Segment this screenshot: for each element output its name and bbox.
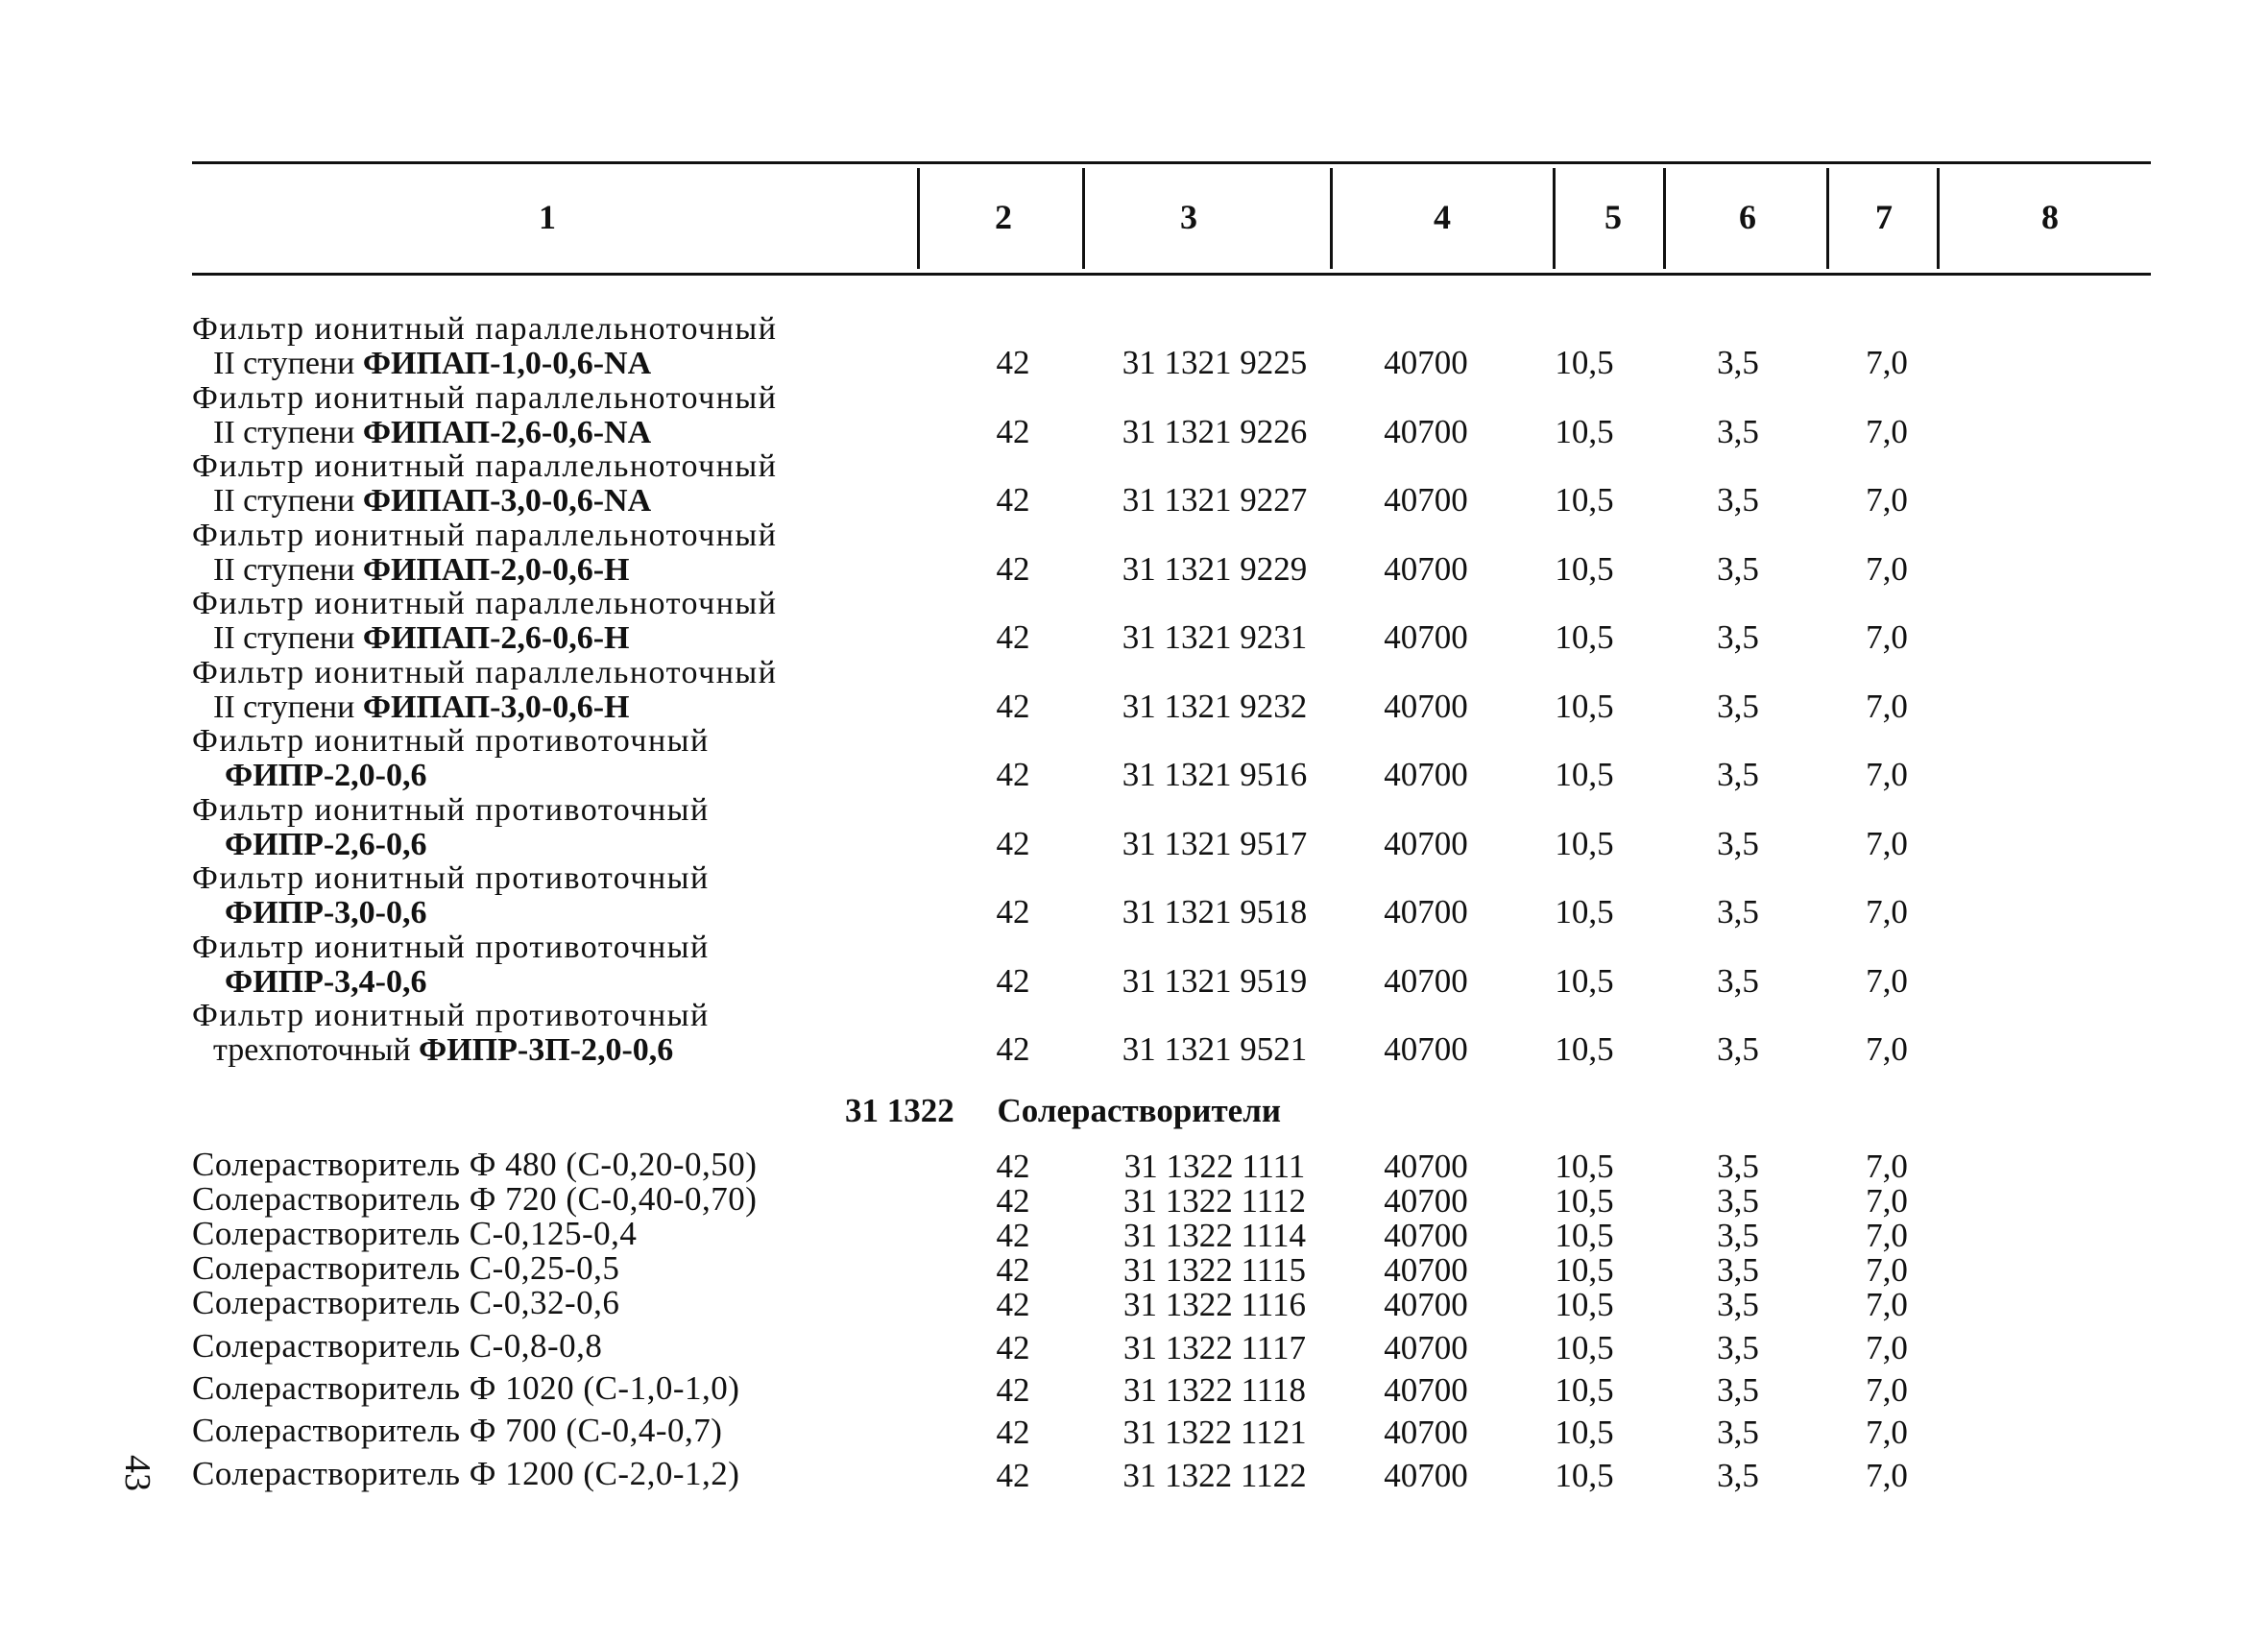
cell-c5: 10,5 [1555, 687, 1614, 725]
item-name [192, 381, 845, 450]
cell-c3: 31 1322 1114 [1123, 1217, 1306, 1254]
cell-c5: 10,5 [1555, 481, 1614, 519]
cell-c7: 7,0 [1866, 1286, 1908, 1323]
cell-c6: 3,5 [1717, 1182, 1759, 1220]
item-model: ФИПР-2,6-0,6 [225, 826, 427, 862]
cell-c3: 31 1321 9521 [1122, 1030, 1308, 1068]
cell-c3: 31 1322 1118 [1123, 1371, 1306, 1409]
cell-c2: 42 [996, 1286, 1030, 1323]
filter-row [0, 381, 2268, 450]
item-name-line2 [192, 1033, 845, 1068]
cell-c5: 10,5 [1555, 756, 1614, 793]
column-header: 8 [2041, 198, 2059, 236]
item-name: Солерастворитель Ф 1200 (С-2,0-1,2) [192, 1455, 740, 1492]
cell-c7: 7,0 [1866, 549, 1908, 588]
item-name-line1: Фильтр ионитный противоточный [192, 998, 710, 1033]
cell-c2: 42 [996, 344, 1030, 381]
item-name-line1: Фильтр ионитный параллельноточный [192, 379, 778, 416]
cell-c3: 31 1321 9519 [1122, 961, 1308, 1000]
item-name-line1: Фильтр ионитный противоточный [192, 860, 710, 896]
column-header: 3 [1180, 198, 1197, 236]
item-name-line1: Фильтр ионитный параллельноточный [192, 517, 778, 553]
dissolver-row [0, 1414, 2268, 1452]
cell-c4: 40700 [1384, 1217, 1468, 1254]
item-name-prefix: II ступени [213, 689, 363, 725]
cell-c5: 10,5 [1555, 412, 1614, 450]
cell-c2: 42 [996, 1414, 1030, 1451]
item-name-line1: Фильтр ионитный противоточный [192, 723, 710, 759]
header-separator [1663, 168, 1666, 269]
cell-c2: 42 [996, 1371, 1030, 1409]
cell-c6: 3,5 [1717, 687, 1759, 725]
cell-c7: 7,0 [1866, 824, 1908, 862]
cell-c4: 40700 [1384, 756, 1468, 793]
cell-c3: 31 1322 1116 [1123, 1286, 1306, 1323]
cell-c5: 10,5 [1555, 824, 1614, 862]
cell-c5: 10,5 [1555, 1182, 1614, 1220]
filter-row [0, 312, 2268, 381]
cell-c5: 10,5 [1555, 1329, 1614, 1366]
item-name-line2 [192, 484, 845, 519]
item-name-prefix: трехпоточный [213, 1032, 420, 1068]
section-heading [845, 1092, 1281, 1130]
item-name-line2 [192, 690, 845, 725]
cell-c4: 40700 [1384, 344, 1468, 381]
item-name-line1: Фильтр ионитный параллельноточный [192, 654, 778, 690]
cell-c6: 3,5 [1717, 549, 1759, 588]
header-separator [1553, 168, 1556, 269]
item-model: ФИПАП-2,0-0,6-Н [362, 551, 630, 588]
item-name: Солерастворитель С-0,125-0,4 [192, 1215, 638, 1252]
item-name-prefix: II ступени [213, 414, 363, 450]
item-name-line2 [192, 553, 845, 588]
filter-row [0, 861, 2268, 931]
header-separator [1937, 168, 1940, 269]
item-name-line1: Фильтр ионитный параллельноточный [192, 311, 778, 347]
cell-c4: 40700 [1384, 893, 1468, 931]
item-model: ФИПАП-2,6-0,6-Н [362, 620, 630, 656]
item-name-line1: Фильтр ионитный противоточный [192, 929, 710, 965]
cell-c5: 10,5 [1555, 893, 1614, 931]
cell-c2: 42 [996, 1217, 1030, 1254]
cell-c5: 10,5 [1555, 1414, 1614, 1451]
cell-c6: 3,5 [1717, 756, 1759, 793]
item-name: Солерастворитель Ф 480 (С-0,20-0,50) [192, 1146, 758, 1183]
cell-c6: 3,5 [1717, 1457, 1759, 1494]
item-name [192, 793, 845, 862]
item-name-line2 [192, 416, 845, 450]
dissolver-row [0, 1371, 2268, 1410]
cell-c6: 3,5 [1717, 1030, 1759, 1068]
column-header: 6 [1739, 198, 1756, 236]
cell-c4: 40700 [1384, 549, 1468, 588]
cell-c6: 3,5 [1717, 344, 1759, 381]
item-name [192, 519, 845, 588]
cell-c3: 31 1321 9516 [1122, 756, 1308, 793]
item-name-line1: Фильтр ионитный параллельноточный [192, 448, 778, 484]
cell-c4: 40700 [1384, 412, 1468, 450]
header-bottom-rule [192, 273, 2151, 276]
item-name [192, 312, 845, 381]
filter-row [0, 656, 2268, 725]
cell-c7: 7,0 [1866, 893, 1908, 931]
cell-c2: 42 [996, 412, 1030, 450]
filter-row [0, 724, 2268, 793]
item-name [192, 861, 845, 931]
column-header: 1 [539, 198, 556, 236]
cell-c6: 3,5 [1717, 1329, 1759, 1366]
cell-c2: 42 [996, 824, 1030, 862]
cell-c4: 40700 [1384, 1030, 1468, 1068]
cell-c2: 42 [996, 1148, 1030, 1185]
page-number: 43 [117, 1455, 157, 1491]
cell-c2: 42 [996, 1329, 1030, 1366]
item-name-line2 [192, 347, 845, 381]
cell-c5: 10,5 [1555, 1251, 1614, 1289]
cell-c3: 31 1321 9226 [1122, 412, 1308, 450]
item-name-line2 [192, 759, 845, 793]
cell-c2: 42 [996, 961, 1030, 1000]
cell-c4: 40700 [1384, 618, 1468, 656]
cell-c2: 42 [996, 1030, 1030, 1068]
cell-c6: 3,5 [1717, 1217, 1759, 1254]
cell-c7: 7,0 [1866, 1217, 1908, 1254]
cell-c6: 3,5 [1717, 824, 1759, 862]
cell-c5: 10,5 [1555, 618, 1614, 656]
cell-c5: 10,5 [1555, 344, 1614, 381]
cell-c7: 7,0 [1866, 1457, 1908, 1494]
item-name-prefix: II ступени [213, 620, 363, 656]
column-header: 5 [1604, 198, 1622, 236]
cell-c3: 31 1322 1117 [1123, 1329, 1306, 1366]
item-name-line1: Фильтр ионитный противоточный [192, 791, 710, 828]
cell-c4: 40700 [1384, 481, 1468, 519]
item-name: Солерастворитель Ф 1020 (С-1,0-1,0) [192, 1369, 740, 1407]
cell-c4: 40700 [1384, 687, 1468, 725]
cell-c3: 31 1321 9227 [1122, 481, 1308, 519]
cell-c6: 3,5 [1717, 1148, 1759, 1185]
item-model: ФИПАП-2,6-0,6-NA [362, 414, 652, 450]
dissolver-row [0, 1329, 2268, 1367]
cell-c5: 10,5 [1555, 1371, 1614, 1409]
cell-c5: 10,5 [1555, 1457, 1614, 1494]
cell-c2: 42 [996, 1182, 1030, 1220]
item-model: ФИПР-2,0-0,6 [225, 758, 427, 793]
cell-c2: 42 [996, 618, 1030, 656]
cell-c7: 7,0 [1866, 687, 1908, 725]
cell-c6: 3,5 [1717, 961, 1759, 1000]
cell-c7: 7,0 [1866, 961, 1908, 1000]
cell-c2: 42 [996, 1457, 1030, 1494]
cell-c4: 40700 [1384, 1414, 1468, 1451]
item-model: ФИПАП-1,0-0,6-NA [362, 346, 652, 381]
cell-c7: 7,0 [1866, 756, 1908, 793]
cell-c5: 10,5 [1555, 1286, 1614, 1323]
header-separator [1826, 168, 1829, 269]
item-name [192, 999, 845, 1068]
cell-c6: 3,5 [1717, 893, 1759, 931]
cell-c4: 40700 [1384, 1251, 1468, 1289]
header-separator [1330, 168, 1333, 269]
item-name [192, 587, 845, 656]
cell-c7: 7,0 [1866, 412, 1908, 450]
header-separator [917, 168, 920, 269]
item-name-line1: Фильтр ионитный параллельноточный [192, 586, 778, 621]
cell-c2: 42 [996, 893, 1030, 931]
cell-c3: 31 1322 1115 [1123, 1251, 1306, 1289]
item-name-prefix: II ступени [213, 483, 363, 519]
item-model: ФИПАП-3,0-0,6-Н [362, 689, 630, 725]
cell-c4: 40700 [1384, 1182, 1468, 1220]
cell-c7: 7,0 [1866, 481, 1908, 519]
cell-c5: 10,5 [1555, 549, 1614, 588]
cell-c3: 31 1322 1111 [1123, 1148, 1306, 1185]
filter-row [0, 449, 2268, 519]
section-title: Солерастворители [997, 1092, 1282, 1129]
cell-c3: 31 1322 1121 [1122, 1414, 1307, 1451]
cell-c6: 3,5 [1717, 1251, 1759, 1289]
column-header: 2 [995, 198, 1012, 236]
cell-c4: 40700 [1384, 1286, 1468, 1323]
cell-c5: 10,5 [1555, 1030, 1614, 1068]
cell-c3: 31 1321 9231 [1122, 618, 1308, 656]
cell-c3: 31 1321 9225 [1122, 344, 1308, 381]
item-name-prefix: II ступени [213, 551, 363, 588]
item-name-line2 [192, 896, 845, 931]
header-top-rule [192, 161, 2151, 164]
cell-c5: 10,5 [1555, 961, 1614, 1000]
item-name: Солерастворитель Ф 720 (С-0,40-0,70) [192, 1180, 758, 1218]
cell-c6: 3,5 [1717, 618, 1759, 656]
item-name: Солерастворитель С-0,25-0,5 [192, 1249, 620, 1287]
cell-c3: 31 1321 9518 [1122, 893, 1308, 931]
cell-c3: 31 1321 9232 [1122, 687, 1308, 725]
cell-c6: 3,5 [1717, 1371, 1759, 1409]
item-name [192, 931, 845, 1000]
item-name-line2 [192, 965, 845, 1000]
cell-c6: 3,5 [1717, 412, 1759, 450]
cell-c3: 31 1321 9229 [1122, 549, 1308, 588]
cell-c4: 40700 [1384, 1148, 1468, 1185]
item-name [192, 724, 845, 793]
cell-c3: 31 1321 9517 [1122, 824, 1308, 862]
header-separator [1082, 168, 1085, 269]
cell-c5: 10,5 [1555, 1217, 1614, 1254]
filter-row [0, 999, 2268, 1068]
cell-c4: 40700 [1384, 824, 1468, 862]
cell-c5: 10,5 [1555, 1148, 1614, 1185]
cell-c2: 42 [996, 756, 1030, 793]
cell-c4: 40700 [1384, 1457, 1468, 1494]
item-name [192, 449, 845, 519]
column-header: 4 [1434, 198, 1451, 236]
item-name: Солерастворитель Ф 700 (С-0,4-0,7) [192, 1412, 723, 1449]
cell-c7: 7,0 [1866, 1030, 1908, 1068]
item-name [192, 656, 845, 725]
cell-c4: 40700 [1384, 961, 1468, 1000]
cell-c4: 40700 [1384, 1371, 1468, 1409]
item-model: ФИПАП-3,0-0,6-NA [362, 483, 652, 519]
filter-row [0, 519, 2268, 588]
item-name-prefix: II ступени [213, 346, 363, 381]
cell-c6: 3,5 [1717, 1414, 1759, 1451]
cell-c2: 42 [996, 687, 1030, 725]
item-name-line2 [192, 828, 845, 862]
section-code: 31 1322 [845, 1092, 954, 1129]
cell-c7: 7,0 [1866, 1148, 1908, 1185]
filter-row [0, 587, 2268, 656]
cell-c7: 7,0 [1866, 1371, 1908, 1409]
cell-c6: 3,5 [1717, 481, 1759, 519]
item-name: Солерастворитель С-0,32-0,6 [192, 1284, 620, 1321]
cell-c7: 7,0 [1866, 344, 1908, 381]
filter-row [0, 931, 2268, 1000]
column-header: 7 [1875, 198, 1893, 236]
cell-c2: 42 [996, 549, 1030, 588]
cell-c3: 31 1322 1122 [1122, 1457, 1307, 1494]
dissolver-row [0, 1457, 2268, 1495]
cell-c7: 7,0 [1866, 1329, 1908, 1366]
item-name-line2 [192, 621, 845, 656]
cell-c3: 31 1322 1112 [1123, 1182, 1306, 1220]
filter-row [0, 793, 2268, 862]
cell-c7: 7,0 [1866, 1251, 1908, 1289]
cell-c4: 40700 [1384, 1329, 1468, 1366]
cell-c7: 7,0 [1866, 1414, 1908, 1451]
item-name: Солерастворитель С-0,8-0,8 [192, 1327, 603, 1365]
cell-c2: 42 [996, 1251, 1030, 1289]
dissolver-row [0, 1286, 2268, 1324]
item-model: ФИПР-3,4-0,6 [225, 963, 427, 1000]
cell-c6: 3,5 [1717, 1286, 1759, 1323]
cell-c2: 42 [996, 481, 1030, 519]
cell-c7: 7,0 [1866, 618, 1908, 656]
item-model: ФИПР-3,0-0,6 [225, 895, 427, 931]
item-model: ФИПР-3П-2,0-0,6 [419, 1032, 674, 1068]
cell-c7: 7,0 [1866, 1182, 1908, 1220]
